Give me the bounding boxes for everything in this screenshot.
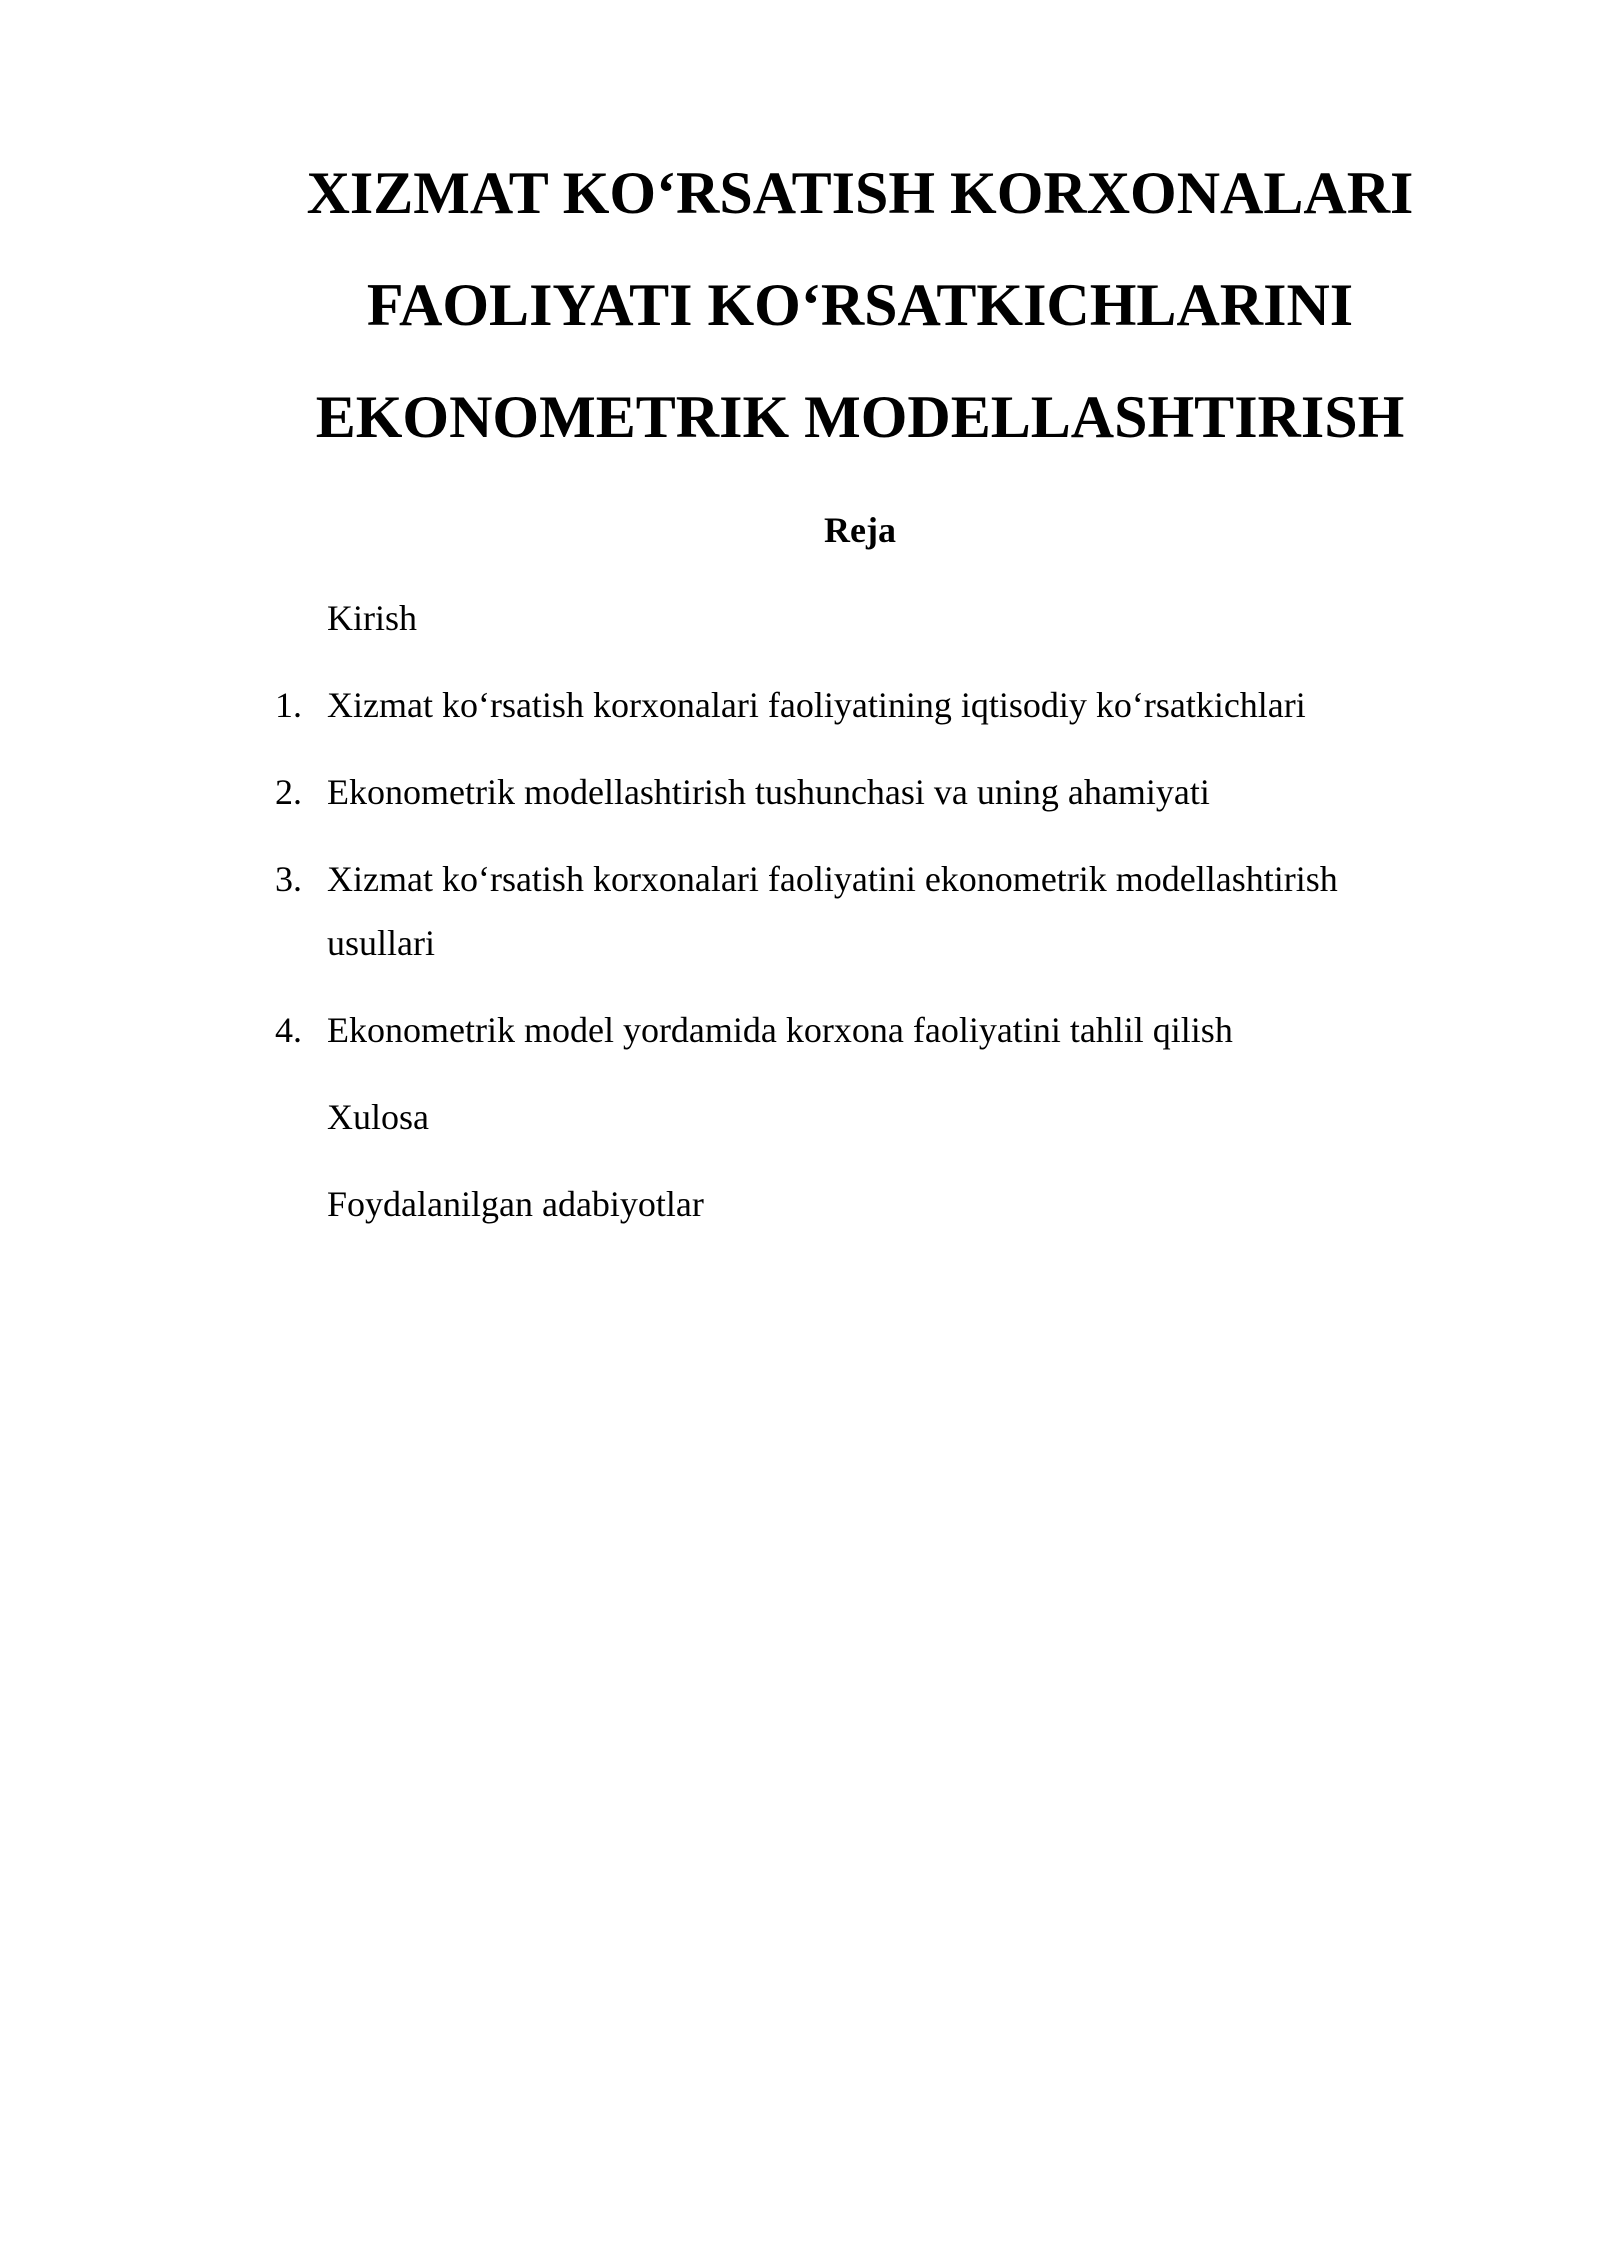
plan-heading: Reja	[824, 510, 896, 550]
toc-item-2-number: 2.	[275, 772, 302, 812]
document-title-line-3: EKONOMETRIK MODELLASHTIRISH	[315, 384, 1405, 450]
toc-item-4-number: 4.	[275, 1010, 302, 1050]
document-title-line-1: XIZMAT KO‘RSATISH KORXONALARI	[306, 160, 1414, 226]
toc-item-1-number: 1.	[275, 685, 302, 725]
toc-item-1-text: Xizmat ko‘rsatish korxonalari faoliyatining iqtisodiy ko‘rsatkichlari	[327, 685, 1306, 725]
toc-item-2-text: Ekonometrik modellashtirish tushunchasi va uning ahamiyati	[327, 772, 1210, 812]
toc-item-3-text-line1: Xizmat ko‘rsatish korxonalari faoliyatini ekonometrik modellashtirish	[327, 859, 1338, 899]
document-title-line-2: FAOLIYATI KO‘RSATKICHLARINI	[366, 272, 1354, 338]
toc-item-3-text-line2: usullari	[327, 923, 435, 963]
toc-item-4-text: Ekonometrik model yordamida korxona faoliyatini tahlil qilish	[327, 1010, 1233, 1050]
toc-references: Foydalanilgan adabiyotlar	[327, 1184, 704, 1224]
toc-conclusion: Xulosa	[327, 1097, 429, 1137]
toc-intro: Kirish	[327, 598, 417, 638]
toc-item-3-number: 3.	[275, 859, 302, 899]
